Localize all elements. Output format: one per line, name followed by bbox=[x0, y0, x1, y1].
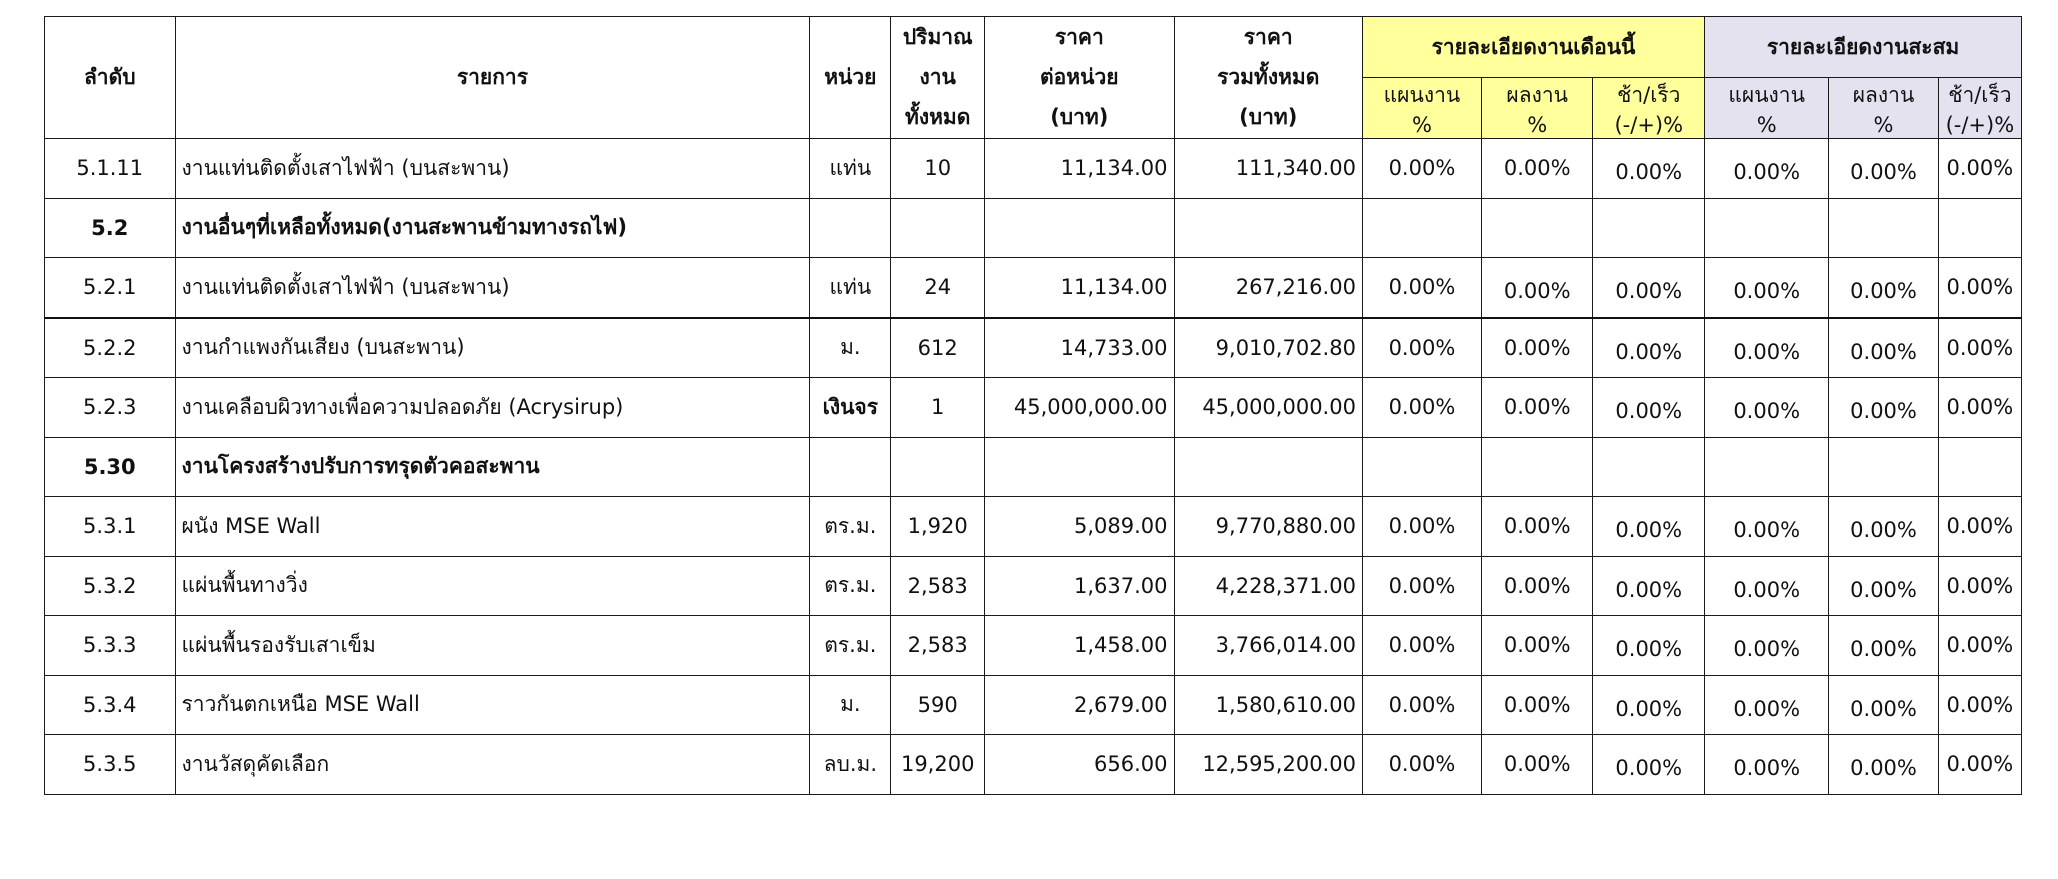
cell-month-plan-value: 0.00% bbox=[1388, 514, 1456, 539]
cell-month-diff-value: 0.00% bbox=[1615, 160, 1683, 185]
cell-month-result bbox=[1481, 556, 1593, 616]
cell-total: 9,770,880.00 bbox=[1174, 497, 1362, 557]
cell-cum-plan bbox=[1705, 616, 1829, 676]
cell-qty: 2,583 bbox=[891, 556, 985, 616]
cell-cum-diff-value: 0.00% bbox=[1946, 692, 2014, 717]
header-cum-result-label: ผลงาน bbox=[1852, 82, 1915, 107]
cell-empty bbox=[1705, 437, 1829, 497]
cell-month-diff-value: 0.00% bbox=[1615, 637, 1683, 662]
cell-no: 5.2.3 bbox=[45, 378, 176, 438]
cell-item: งานอื่นๆที่เหลือทั้งหมด(งานสะพานข้ามทางรถไฟ) bbox=[175, 198, 810, 258]
cell-cum-result-value: 0.00% bbox=[1850, 518, 1917, 543]
header-cum-diff-label: ช้า/เร็ว bbox=[1948, 82, 2012, 107]
cell-cum-plan bbox=[1705, 139, 1829, 199]
cell-month-result bbox=[1481, 318, 1593, 378]
cell-cum-diff bbox=[1938, 735, 2021, 795]
table-row bbox=[45, 556, 2022, 616]
cell-no: 5.3.4 bbox=[45, 675, 176, 735]
header-cum-plan bbox=[1705, 78, 1829, 139]
section-row bbox=[45, 198, 2022, 258]
cell-unit: ตร.ม. bbox=[810, 497, 891, 557]
header-qty-line3: ทั้งหมด bbox=[904, 105, 971, 130]
cell-month-plan-value: 0.00% bbox=[1388, 573, 1456, 598]
cell-total: 267,216.00 bbox=[1174, 258, 1362, 318]
cell-month-result-value: 0.00% bbox=[1503, 156, 1571, 181]
cell-cum-plan-value: 0.00% bbox=[1733, 279, 1801, 304]
header-qty-line1: ปริมาณ bbox=[902, 24, 973, 49]
header-month-result-label: ผลงาน bbox=[1506, 82, 1568, 107]
cell-cum-diff bbox=[1938, 616, 2021, 676]
cell-month-diff bbox=[1593, 497, 1705, 557]
cell-month-diff bbox=[1593, 675, 1705, 735]
cell-month-result bbox=[1481, 139, 1593, 199]
cell-month-result bbox=[1481, 378, 1593, 438]
cell-month-diff bbox=[1593, 616, 1705, 676]
cell-month-diff bbox=[1593, 556, 1705, 616]
cell-cum-diff bbox=[1938, 378, 2021, 438]
cell-unit-price: 14,733.00 bbox=[985, 318, 1174, 378]
cell-month-diff-value: 0.00% bbox=[1615, 696, 1683, 721]
cell-month-plan bbox=[1362, 616, 1481, 676]
header-month-plan bbox=[1362, 78, 1481, 139]
cell-unit: แท่น bbox=[810, 258, 891, 318]
cell-empty bbox=[1829, 437, 1938, 497]
cell-empty bbox=[891, 437, 985, 497]
table-row bbox=[45, 675, 2022, 735]
cell-total: 12,595,200.00 bbox=[1174, 735, 1362, 795]
cell-cum-diff-value: 0.00% bbox=[1946, 752, 2014, 777]
cell-cum-result-value: 0.00% bbox=[1850, 637, 1917, 662]
cell-unit: ตร.ม. bbox=[810, 556, 891, 616]
cell-cum-result bbox=[1829, 735, 1938, 795]
header-total-price-line1: ราคา bbox=[1243, 24, 1293, 49]
cell-empty bbox=[810, 437, 891, 497]
cell-cum-diff-value: 0.00% bbox=[1946, 335, 2014, 360]
cell-month-diff bbox=[1593, 318, 1705, 378]
cell-month-plan-value: 0.00% bbox=[1388, 156, 1456, 181]
cell-no: 5.3.2 bbox=[45, 556, 176, 616]
cell-month-diff-value: 0.00% bbox=[1615, 756, 1683, 781]
cell-item: งานกำแพงกันเสียง (บนสะพาน) bbox=[175, 318, 810, 378]
cell-empty bbox=[1174, 437, 1362, 497]
cell-item: แผ่นพื้นทางวิ่ง bbox=[175, 556, 810, 616]
cell-unit: ตร.ม. bbox=[810, 616, 891, 676]
cell-unit-price: 11,134.00 bbox=[985, 139, 1174, 199]
header-total-price-line3: (บาท) bbox=[1239, 105, 1298, 130]
cell-cum-plan-value: 0.00% bbox=[1733, 577, 1801, 602]
cell-qty: 590 bbox=[891, 675, 985, 735]
cell-total: 3,766,014.00 bbox=[1174, 616, 1362, 676]
cell-cum-plan bbox=[1705, 258, 1829, 318]
cell-item: แผ่นพื้นรองรับเสาเข็ม bbox=[175, 616, 810, 676]
cell-cum-diff-value: 0.00% bbox=[1946, 514, 2014, 539]
header-item: รายการ bbox=[175, 17, 810, 139]
cell-cum-diff bbox=[1938, 497, 2021, 557]
cell-empty bbox=[810, 198, 891, 258]
header-cum-diff-pct: (-/+)% bbox=[1945, 113, 2015, 138]
cell-unit-price: 1,637.00 bbox=[985, 556, 1174, 616]
cell-month-result-value: 0.00% bbox=[1503, 279, 1571, 304]
cell-cum-diff bbox=[1938, 139, 2021, 199]
cell-empty bbox=[1938, 437, 2021, 497]
cell-month-diff-value: 0.00% bbox=[1615, 339, 1683, 364]
header-total-price bbox=[1174, 17, 1362, 139]
cell-empty bbox=[1362, 198, 1481, 258]
section-row bbox=[45, 437, 2022, 497]
cell-cum-plan-value: 0.00% bbox=[1733, 756, 1801, 781]
cell-no: 5.2 bbox=[45, 198, 176, 258]
cell-cum-plan-value: 0.00% bbox=[1733, 637, 1801, 662]
header-cum-result-pct: % bbox=[1873, 113, 1894, 138]
cell-no: 5.2.2 bbox=[45, 318, 176, 378]
cell-unit-price: 1,458.00 bbox=[985, 616, 1174, 676]
header-qty bbox=[891, 17, 985, 139]
progress-table bbox=[44, 16, 2022, 795]
header-cum-plan-label: แผนงาน bbox=[1728, 82, 1805, 107]
cell-empty bbox=[1593, 437, 1705, 497]
cell-item: ผนัง MSE Wall bbox=[175, 497, 810, 557]
cell-cum-result bbox=[1829, 675, 1938, 735]
cell-month-plan-value: 0.00% bbox=[1388, 395, 1456, 420]
cell-empty bbox=[985, 198, 1174, 258]
cell-cum-result-value: 0.00% bbox=[1850, 756, 1917, 781]
cell-month-result-value: 0.00% bbox=[1503, 335, 1571, 360]
cell-month-plan-value: 0.00% bbox=[1388, 633, 1456, 658]
cell-cum-result-value: 0.00% bbox=[1850, 696, 1917, 721]
cell-cum-diff-value: 0.00% bbox=[1946, 573, 2014, 598]
cell-item: งานวัสดุคัดเลือก bbox=[175, 735, 810, 795]
cell-month-result bbox=[1481, 258, 1593, 318]
cell-month-result-value: 0.00% bbox=[1503, 395, 1571, 420]
header-month-diff-pct: (-/+)% bbox=[1614, 113, 1684, 138]
cell-month-diff-value: 0.00% bbox=[1615, 279, 1683, 304]
cell-item: ราวกันตกเหนือ MSE Wall bbox=[175, 675, 810, 735]
cell-no: 5.2.1 bbox=[45, 258, 176, 318]
cell-month-plan bbox=[1362, 258, 1481, 318]
cell-qty: 10 bbox=[891, 139, 985, 199]
cell-no: 5.3.5 bbox=[45, 735, 176, 795]
cell-month-plan bbox=[1362, 378, 1481, 438]
cell-month-result bbox=[1481, 497, 1593, 557]
header-unit: หน่วย bbox=[810, 17, 891, 139]
table-row bbox=[45, 258, 2022, 318]
cell-month-plan bbox=[1362, 675, 1481, 735]
cell-month-plan-value: 0.00% bbox=[1388, 692, 1456, 717]
table-row bbox=[45, 735, 2022, 795]
cell-cum-result-value: 0.00% bbox=[1850, 577, 1917, 602]
table-row bbox=[45, 139, 2022, 199]
cell-cum-plan bbox=[1705, 675, 1829, 735]
table-row bbox=[45, 616, 2022, 676]
header-month-diff bbox=[1593, 78, 1705, 139]
cell-cum-plan-value: 0.00% bbox=[1733, 518, 1801, 543]
cell-cum-result bbox=[1829, 497, 1938, 557]
cell-unit: เงินจร bbox=[810, 378, 891, 438]
cell-item: งานเคลือบผิวทางเพื่อความปลอดภัย (Acrysirup) bbox=[175, 378, 810, 438]
cell-cum-result bbox=[1829, 378, 1938, 438]
cell-empty bbox=[1481, 437, 1593, 497]
cell-cum-diff-value: 0.00% bbox=[1946, 633, 2014, 658]
cell-month-result-value: 0.00% bbox=[1503, 514, 1571, 539]
cell-total: 1,580,610.00 bbox=[1174, 675, 1362, 735]
cell-unit-price: 656.00 bbox=[985, 735, 1174, 795]
cell-no: 5.30 bbox=[45, 437, 176, 497]
cell-month-diff-value: 0.00% bbox=[1615, 577, 1683, 602]
cell-total: 111,340.00 bbox=[1174, 139, 1362, 199]
cell-cum-result-value: 0.00% bbox=[1850, 339, 1917, 364]
cell-empty bbox=[1593, 198, 1705, 258]
cell-empty bbox=[1705, 198, 1829, 258]
cell-month-plan bbox=[1362, 556, 1481, 616]
cell-month-diff bbox=[1593, 378, 1705, 438]
cell-cum-plan bbox=[1705, 318, 1829, 378]
cell-month-diff bbox=[1593, 258, 1705, 318]
cell-cum-plan-value: 0.00% bbox=[1733, 399, 1801, 424]
cell-month-diff-value: 0.00% bbox=[1615, 518, 1683, 543]
cell-month-result bbox=[1481, 675, 1593, 735]
cell-qty: 1 bbox=[891, 378, 985, 438]
cell-no: 5.1.11 bbox=[45, 139, 176, 199]
table-row bbox=[45, 378, 2022, 438]
cell-month-plan-value: 0.00% bbox=[1388, 752, 1456, 777]
cell-cum-diff bbox=[1938, 318, 2021, 378]
header-month-result-pct: % bbox=[1527, 113, 1548, 138]
cell-total: 4,228,371.00 bbox=[1174, 556, 1362, 616]
cell-month-result bbox=[1481, 735, 1593, 795]
cell-unit: ลบ.ม. bbox=[810, 735, 891, 795]
cell-unit-price: 45,000,000.00 bbox=[985, 378, 1174, 438]
cell-cum-plan bbox=[1705, 497, 1829, 557]
cell-unit: ม. bbox=[810, 318, 891, 378]
cell-month-result-value: 0.00% bbox=[1503, 692, 1571, 717]
table-row bbox=[45, 497, 2022, 557]
cell-cum-diff bbox=[1938, 675, 2021, 735]
cell-cum-result bbox=[1829, 258, 1938, 318]
cell-empty bbox=[1829, 198, 1938, 258]
cell-cum-result bbox=[1829, 318, 1938, 378]
cell-month-diff bbox=[1593, 139, 1705, 199]
cell-qty: 1,920 bbox=[891, 497, 985, 557]
cell-cum-plan-value: 0.00% bbox=[1733, 160, 1801, 185]
cell-month-plan bbox=[1362, 318, 1481, 378]
cell-cum-plan bbox=[1705, 378, 1829, 438]
cell-total: 45,000,000.00 bbox=[1174, 378, 1362, 438]
cell-unit-price: 5,089.00 bbox=[985, 497, 1174, 557]
cell-cum-diff-value: 0.00% bbox=[1946, 395, 2014, 420]
cell-empty bbox=[1481, 198, 1593, 258]
header-month-plan-label: แผนงาน bbox=[1383, 82, 1461, 107]
cell-month-plan bbox=[1362, 497, 1481, 557]
header-seq: ลำดับ bbox=[45, 17, 176, 139]
cell-month-result-value: 0.00% bbox=[1503, 752, 1571, 777]
cell-cum-result-value: 0.00% bbox=[1850, 279, 1917, 304]
cell-unit: แท่น bbox=[810, 139, 891, 199]
cell-cum-result-value: 0.00% bbox=[1850, 399, 1917, 424]
cell-empty bbox=[891, 198, 985, 258]
header-unit-price bbox=[985, 17, 1174, 139]
cell-empty bbox=[1174, 198, 1362, 258]
header-unit-price-line1: ราคา bbox=[1054, 24, 1104, 49]
header-cum-result bbox=[1829, 78, 1938, 139]
cell-cum-result bbox=[1829, 139, 1938, 199]
cell-month-plan bbox=[1362, 139, 1481, 199]
cell-empty bbox=[1938, 198, 2021, 258]
header-month-diff-label: ช้า/เร็ว bbox=[1617, 82, 1681, 107]
cell-month-diff bbox=[1593, 735, 1705, 795]
table-row bbox=[45, 318, 2022, 378]
cell-month-result-value: 0.00% bbox=[1503, 633, 1571, 658]
cell-month-plan-value: 0.00% bbox=[1388, 335, 1456, 360]
cell-empty bbox=[985, 437, 1174, 497]
cell-cum-diff bbox=[1938, 258, 2021, 318]
cell-total: 9,010,702.80 bbox=[1174, 318, 1362, 378]
cell-unit-price: 2,679.00 bbox=[985, 675, 1174, 735]
header-total-price-line2: รวมทั้งหมด bbox=[1217, 64, 1320, 89]
cell-cum-result bbox=[1829, 616, 1938, 676]
cell-unit: ม. bbox=[810, 675, 891, 735]
cell-cum-plan bbox=[1705, 556, 1829, 616]
header-cum-plan-pct: % bbox=[1756, 113, 1777, 138]
cell-item: งานแท่นติดตั้งเสาไฟฟ้า (บนสะพาน) bbox=[175, 139, 810, 199]
cell-cum-result-value: 0.00% bbox=[1850, 160, 1917, 185]
header-month-plan-pct: % bbox=[1411, 113, 1432, 138]
cell-unit-price: 11,134.00 bbox=[985, 258, 1174, 318]
cell-cum-diff-value: 0.00% bbox=[1946, 275, 2014, 300]
cell-no: 5.3.1 bbox=[45, 497, 176, 557]
cell-month-result bbox=[1481, 616, 1593, 676]
cell-cum-plan-value: 0.00% bbox=[1733, 696, 1801, 721]
cell-cum-plan-value: 0.00% bbox=[1733, 339, 1801, 364]
header-unit-price-line2: ต่อหน่วย bbox=[1040, 64, 1119, 89]
cell-no: 5.3.3 bbox=[45, 616, 176, 676]
cell-cum-diff-value: 0.00% bbox=[1946, 156, 2014, 181]
cell-qty: 612 bbox=[891, 318, 985, 378]
header-month-group: รายละเอียดงานเดือนนี้ bbox=[1362, 17, 1704, 78]
cell-cum-plan bbox=[1705, 735, 1829, 795]
cell-qty: 2,583 bbox=[891, 616, 985, 676]
cell-item: งานโครงสร้างปรับการทรุดตัวคอสะพาน bbox=[175, 437, 810, 497]
cell-month-result-value: 0.00% bbox=[1503, 573, 1571, 598]
header-cumulative-group: รายละเอียดงานสะสม bbox=[1705, 17, 2022, 78]
header-qty-line2: งาน bbox=[919, 64, 956, 89]
header-unit-price-line3: (บาท) bbox=[1050, 105, 1109, 130]
cell-cum-diff bbox=[1938, 556, 2021, 616]
cell-month-plan bbox=[1362, 735, 1481, 795]
cell-item: งานแท่นติดตั้งเสาไฟฟ้า (บนสะพาน) bbox=[175, 258, 810, 318]
cell-cum-result bbox=[1829, 556, 1938, 616]
cell-empty bbox=[1362, 437, 1481, 497]
header-month-result bbox=[1481, 78, 1593, 139]
cell-qty: 24 bbox=[891, 258, 985, 318]
cell-qty: 19,200 bbox=[891, 735, 985, 795]
cell-month-plan-value: 0.00% bbox=[1388, 275, 1456, 300]
header-cum-diff bbox=[1938, 78, 2021, 139]
cell-month-diff-value: 0.00% bbox=[1615, 399, 1683, 424]
